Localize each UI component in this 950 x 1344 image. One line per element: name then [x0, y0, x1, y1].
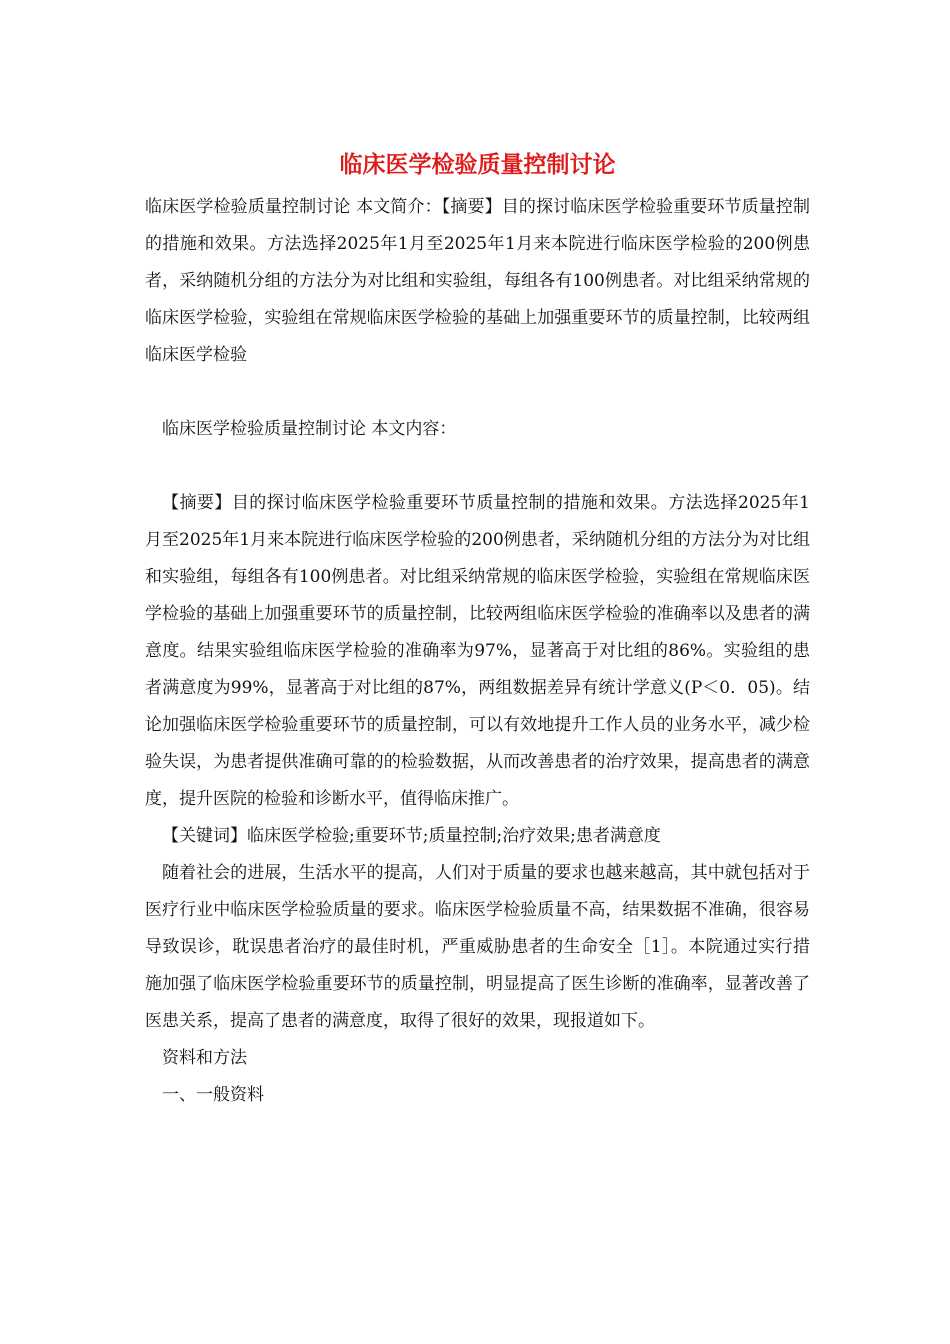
section-heading: 资料和方法: [162, 1048, 247, 1068]
document-content: [145, 145, 810, 1114]
keywords-paragraph: 【关键词】临床医学检验;重要环节;质量控制;治疗效果;患者满意度: [162, 826, 661, 846]
abstract-paragraph: 【摘要】目的探讨临床医学检验重要环节质量控制的措施和效果。方法选择2025年1月至2025年1月来本院进行临床医学检验的200例患者，采纳随机分组的方法分为对比组和实验组，每组各有100例患者。对比组采纳常规的临床医学检验，实验组在常规临床医学检验的基础上加强重要环节的质量控制，比较两组临床医学检验的准确率以及患者的满意度。结果实验组临床医学检验的准确率为97%，显著高于对比组的86%。实验组的患者满意度为99%，显著高于对比组的87%，两组数据差异有统计学意义(P＜0．05)。结论加强临床医学检验重要环节的质量控制，可以有效地提升工作人员的业务水平，减少检验失误，为患者提供准确可靠的的检验数据，从而改善患者的治疗效果，提高患者的满意度，提升医院的检验和诊断水平，值得临床推广。: [145, 493, 810, 809]
body-paragraph: 随着社会的进展，生活水平的提高，人们对于质量的要求也越来越高，其中就包括对于医疗行业中临床医学检验质量的要求。临床医学检验质量不高，结果数据不准确，很容易导致误诊，耽误患者治疗的最佳时机，严重威胁患者的生命安全［1］。本院通过实行措施加强了临床医学检验重要环节的质量控制，明显提高了医生诊断的准确率，显著改善了医患关系，提高了患者的满意度，取得了很好的效果，现报道如下。: [145, 863, 810, 1031]
document-title: 临床医学检验质量控制讨论: [339, 152, 616, 178]
subsection-heading: 一、一般资料: [162, 1085, 264, 1105]
intro-paragraph: 临床医学检验质量控制讨论 本文简介：【摘要】目的探讨临床医学检验重要环节质量控制的措施和效果。方法选择2025年1月至2025年1月来本院进行临床医学检验的200例患者，采纳随机分组的方法分为对比组和实验组，每组各有100例患者。对比组采纳常规的临床医学检验，实验组在常规临床医学检验的基础上加强重要环节的质量控制，比较两组临床医学检验: [145, 197, 810, 365]
content-heading: 临床医学检验质量控制讨论 本文内容：: [162, 419, 457, 439]
